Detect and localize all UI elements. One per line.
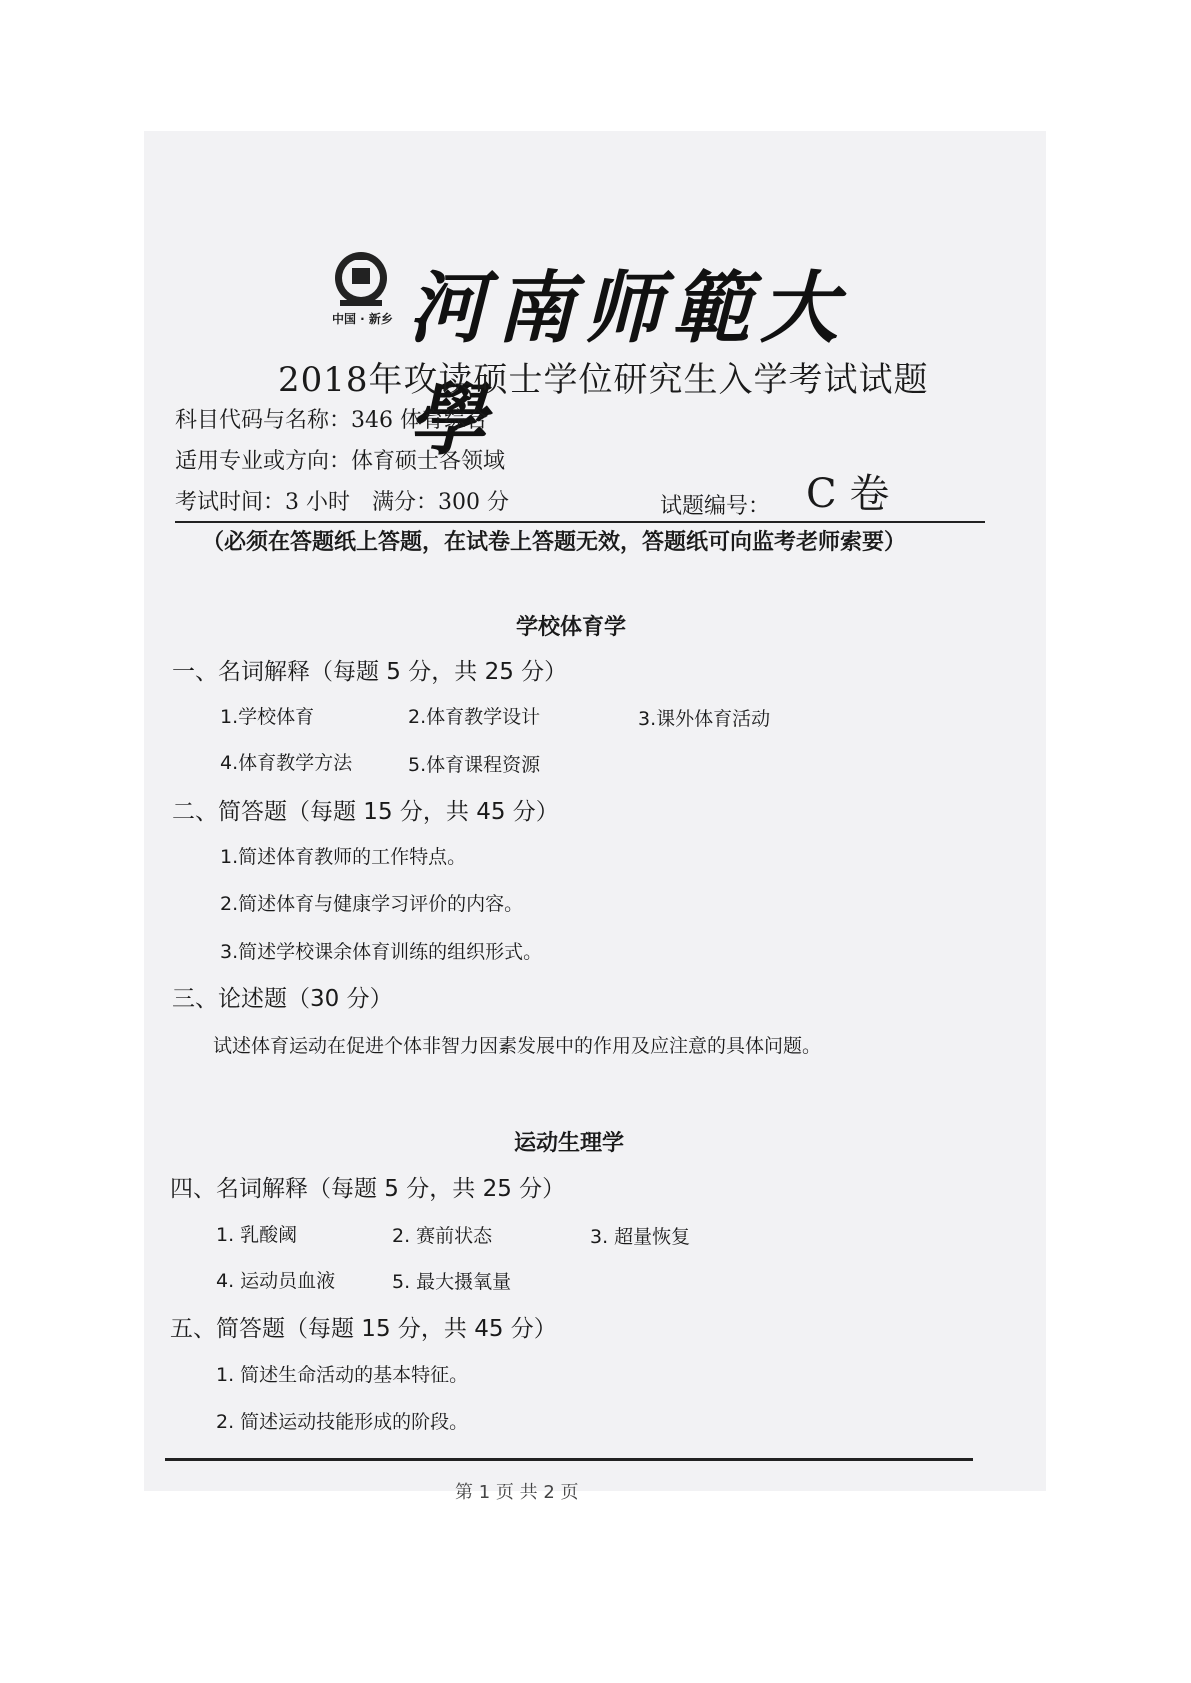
emblem-caption: 中国 · 新乡 — [332, 312, 393, 326]
exam-title: 2018年攻读硕士学位研究生入学考试试题 — [278, 360, 929, 400]
part1-item: 4.体育教学方法 — [220, 752, 353, 774]
exam-code-label: 试题编号： — [660, 494, 771, 519]
part5-heading: 五、简答题（每题 15 分，共 45 分） — [170, 1316, 557, 1342]
university-name: 河南师範大學 — [408, 263, 849, 466]
part5-item: 1. 简述生命活动的基本特征。 — [216, 1364, 469, 1386]
part2-item: 3.简述学校课余体育训练的组织形式。 — [220, 941, 543, 963]
part1-item: 1.学校体育 — [220, 706, 315, 728]
footer-divider — [165, 1458, 973, 1461]
part2-item: 1.简述体育教师的工作特点。 — [220, 846, 467, 868]
major-line: 适用专业或方向：体育硕士各领域 — [175, 449, 506, 474]
answer-notice: （必须在答题纸上答题，在试卷上答题无效，答题纸可向监考老师索要） — [202, 530, 907, 555]
part4-heading: 四、名词解释（每题 5 分，共 25 分） — [170, 1176, 566, 1202]
part5-item: 2. 简述运动技能形成的阶段。 — [216, 1411, 469, 1433]
part4-item: 2. 赛前状态 — [392, 1225, 493, 1247]
part4-item: 5. 最大摄氧量 — [392, 1271, 512, 1293]
part3-text: 试述体育运动在促进个体非智力因素发展中的作用及应注意的具体问题。 — [213, 1035, 822, 1057]
part4-item: 3. 超量恢复 — [590, 1226, 691, 1248]
section-title-exercise-physiology: 运动生理学 — [514, 1131, 625, 1156]
part1-item: 5.体育课程资源 — [408, 754, 541, 776]
part2-heading: 二、简答题（每题 15 分，共 45 分） — [172, 799, 559, 825]
part4-item: 1. 乳酸阈 — [216, 1224, 298, 1246]
exam-code-value: C 卷 — [806, 471, 890, 517]
time-score-line: 考试时间：3 小时 满分：300 分 — [175, 490, 509, 515]
part3-heading: 三、论述题（30 分） — [172, 986, 393, 1012]
page-footer: 第 1 页 共 2 页 — [455, 1482, 579, 1503]
part1-item: 3.课外体育活动 — [638, 708, 771, 730]
part1-item: 2.体育教学设计 — [408, 706, 541, 728]
subject-line: 科目代码与名称：346 体育综合 — [175, 408, 488, 433]
part4-item: 4. 运动员血液 — [216, 1270, 336, 1292]
part2-item: 2.简述体育与健康学习评价的内容。 — [220, 893, 524, 915]
section-title-school-pe: 学校体育学 — [516, 615, 627, 640]
part1-heading: 一、名词解释（每题 5 分，共 25 分） — [172, 659, 568, 685]
header-divider — [175, 521, 985, 523]
